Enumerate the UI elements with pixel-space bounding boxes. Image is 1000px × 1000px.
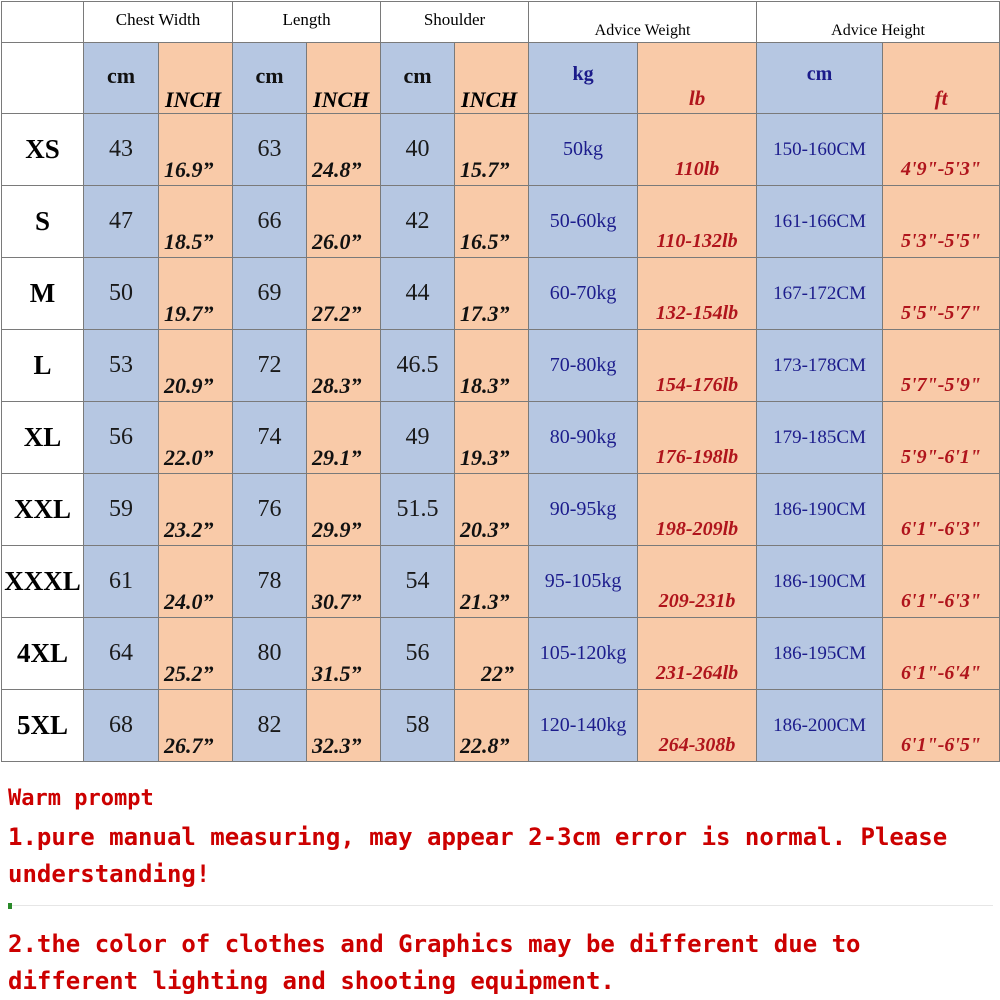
length-cm-cell: 72 [233,330,307,402]
length-inch-cell: 26.0” [307,186,381,258]
table-row [2,402,1000,474]
unit-row [2,43,1000,114]
shoulder-cm-cell: 42 [381,186,455,258]
chest-inch-cell: 23.2” [159,474,233,546]
shoulder-cm-cell: 56 [381,618,455,690]
green-marker [8,903,12,909]
height-cm-cell: 167-172CM [757,258,883,330]
weight-kg-cell: 70-80kg [529,330,638,402]
length-inch-cell: 28.3” [307,330,381,402]
size-label: XXXL [2,546,84,618]
note-2-line-2: different lighting and shooting equipment. [8,967,615,995]
length-inch-cell: 24.8” [307,114,381,186]
shoulder-inch-cell: 17.3” [455,258,529,330]
chest-inch-cell: 19.7” [159,258,233,330]
shoulder-inch-cell: 20.3” [455,474,529,546]
weight-lb-cell: 264-308b [638,690,757,762]
chest-inch-cell: 26.7” [159,690,233,762]
chest-inch-cell: 22.0” [159,402,233,474]
weight-lb-cell: 132-154lb [638,258,757,330]
note-divider [8,905,993,926]
chest-inch-cell: 16.9” [159,114,233,186]
height-cm-cell: 179-185CM [757,402,883,474]
weight-kg-cell: 120-140kg [529,690,638,762]
chest-cm-cell: 53 [84,330,159,402]
length-cm-cell: 76 [233,474,307,546]
chest-cm-unit: cm [84,43,159,114]
length-inch-cell: 29.1” [307,402,381,474]
length-cm-cell: 78 [233,546,307,618]
height-ft-cell: 6'1"-6'4" [883,618,1000,690]
height-cm-cell: 186-190CM [757,474,883,546]
chest-cm-cell: 59 [84,474,159,546]
height-ft-cell: 6'1"-6'3" [883,546,1000,618]
weight-lb-cell: 209-231b [638,546,757,618]
length-inch-unit: INCH [307,43,381,114]
chest-width-header: Chest Width [84,2,233,43]
height-ft-cell: 5'5"-5'7" [883,258,1000,330]
shoulder-cm-cell: 58 [381,690,455,762]
length-inch-cell: 29.9” [307,474,381,546]
table-row [2,474,1000,546]
chest-cm-cell: 68 [84,690,159,762]
chest-cm-cell: 56 [84,402,159,474]
table-row [2,114,1000,186]
size-rows [2,114,1000,762]
chest-cm-cell: 64 [84,618,159,690]
height-cm-cell: 186-200CM [757,690,883,762]
length-cm-cell: 74 [233,402,307,474]
weight-kg-cell: 105-120kg [529,618,638,690]
shoulder-cm-cell: 51.5 [381,474,455,546]
shoulder-inch-cell: 22.8” [455,690,529,762]
height-ft-cell: 6'1"-6'3" [883,474,1000,546]
size-label: S [2,186,84,258]
chest-cm-cell: 50 [84,258,159,330]
height-ft-cell: 5'3"-5'5" [883,186,1000,258]
unit-corner-cell [2,43,84,114]
length-cm-cell: 69 [233,258,307,330]
note-2-line-1: 2.the color of clothes and Graphics may be different due to [8,930,861,958]
advice-weight-header: Advice Weight [529,2,757,43]
table-row [2,618,1000,690]
chest-inch-cell: 25.2” [159,618,233,690]
shoulder-header: Shoulder [381,2,529,43]
size-label: XL [2,402,84,474]
height-cm-cell: 186-195CM [757,618,883,690]
chest-cm-cell: 47 [84,186,159,258]
shoulder-inch-cell: 22” [455,618,529,690]
shoulder-inch-cell: 19.3” [455,402,529,474]
chest-cm-cell: 61 [84,546,159,618]
height-cm-unit: cm [757,43,883,114]
table-row [2,546,1000,618]
note-1-line-2: understanding! [8,860,211,888]
chest-inch-unit: INCH [159,43,233,114]
shoulder-cm-cell: 49 [381,402,455,474]
height-ft-cell: 4'9"-5'3" [883,114,1000,186]
weight-lb-cell: 154-176lb [638,330,757,402]
notes-title: Warm prompt [8,786,154,811]
header-row [2,2,1000,43]
size-label: XS [2,114,84,186]
length-cm-cell: 63 [233,114,307,186]
size-label: XXL [2,474,84,546]
height-ft-cell: 6'1"-6'5" [883,690,1000,762]
weight-lb-cell: 110lb [638,114,757,186]
height-ft-unit: ft [883,43,1000,114]
table-row [2,186,1000,258]
weight-lb-cell: 176-198lb [638,402,757,474]
weight-kg-cell: 60-70kg [529,258,638,330]
warm-prompt-notes [8,786,993,1000]
advice-height-header: Advice Height [757,2,1000,43]
chest-cm-cell: 43 [84,114,159,186]
chest-inch-cell: 20.9” [159,330,233,402]
shoulder-inch-unit: INCH [455,43,529,114]
length-inch-cell: 27.2” [307,258,381,330]
height-cm-cell: 186-190CM [757,546,883,618]
shoulder-inch-cell: 15.7” [455,114,529,186]
size-label: L [2,330,84,402]
weight-lb-cell: 110-132lb [638,186,757,258]
height-cm-cell: 173-178CM [757,330,883,402]
height-ft-cell: 5'7"-5'9" [883,330,1000,402]
chest-inch-cell: 24.0” [159,546,233,618]
shoulder-cm-unit: cm [381,43,455,114]
chest-inch-cell: 18.5” [159,186,233,258]
length-cm-cell: 80 [233,618,307,690]
size-label: 5XL [2,690,84,762]
shoulder-cm-cell: 44 [381,258,455,330]
shoulder-inch-cell: 21.3” [455,546,529,618]
length-inch-cell: 30.7” [307,546,381,618]
size-chart-table [1,1,1000,762]
size-label: M [2,258,84,330]
height-cm-cell: 161-166CM [757,186,883,258]
length-cm-cell: 66 [233,186,307,258]
length-cm-unit: cm [233,43,307,114]
weight-kg-cell: 90-95kg [529,474,638,546]
corner-cell [2,2,84,43]
height-cm-cell: 150-160CM [757,114,883,186]
length-header: Length [233,2,381,43]
weight-kg-cell: 80-90kg [529,402,638,474]
height-ft-cell: 5'9"-6'1" [883,402,1000,474]
weight-kg-unit: kg [529,43,638,114]
weight-lb-cell: 231-264lb [638,618,757,690]
table-row [2,258,1000,330]
table-row [2,330,1000,402]
length-cm-cell: 82 [233,690,307,762]
shoulder-cm-cell: 54 [381,546,455,618]
weight-lb-cell: 198-209lb [638,474,757,546]
weight-lb-unit: lb [638,43,757,114]
shoulder-cm-cell: 40 [381,114,455,186]
length-inch-cell: 31.5” [307,618,381,690]
weight-kg-cell: 50-60kg [529,186,638,258]
weight-kg-cell: 50kg [529,114,638,186]
shoulder-cm-cell: 46.5 [381,330,455,402]
note-1-line-1: 1.pure manual measuring, may appear 2-3cm error is normal. Please [8,823,948,851]
shoulder-inch-cell: 16.5” [455,186,529,258]
table-row [2,690,1000,762]
weight-kg-cell: 95-105kg [529,546,638,618]
shoulder-inch-cell: 18.3” [455,330,529,402]
length-inch-cell: 32.3” [307,690,381,762]
size-label: 4XL [2,618,84,690]
